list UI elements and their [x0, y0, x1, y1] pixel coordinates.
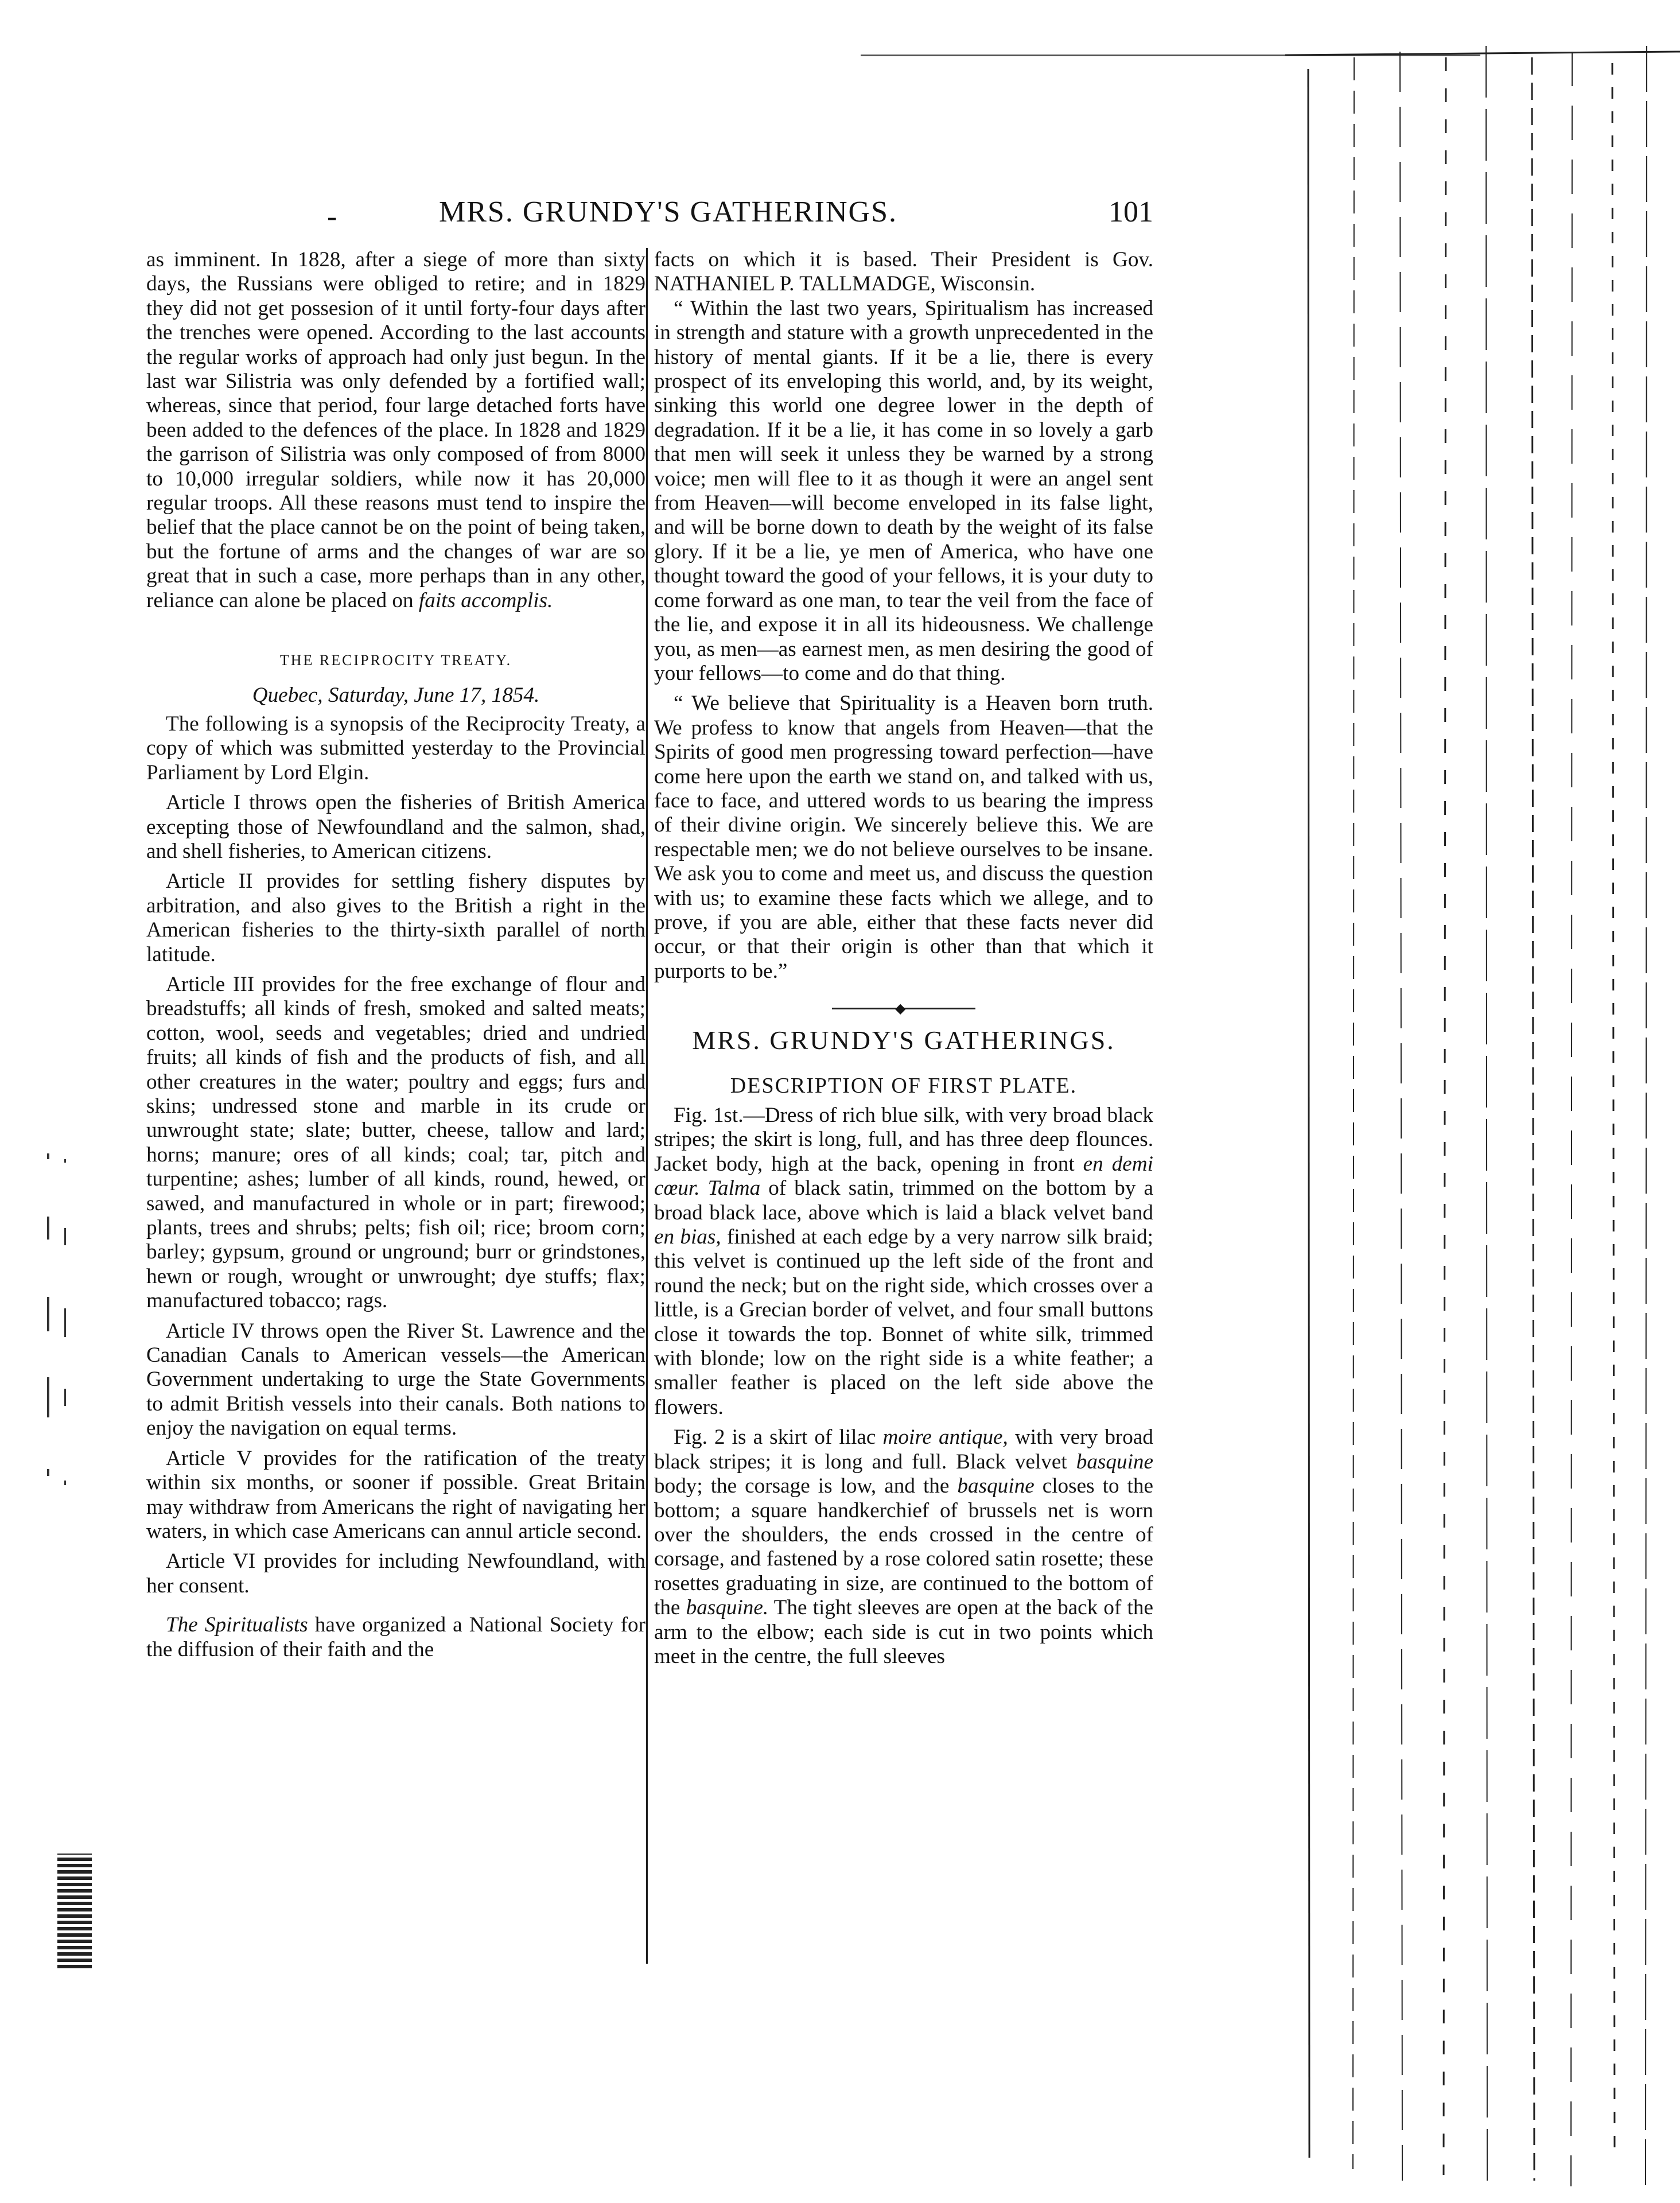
- section-ornament: [654, 1000, 1153, 1017]
- treaty-intro-paragraph: The following is a synopsis of the Reciprocity Treaty, a copy of which was submitted yesterday to the Provincial Parliament by Lord Elgin.: [146, 712, 645, 784]
- article-2-paragraph: Article II provides for settling fishery disputes by arbitration, and also gives to the British a right in the American fisheries to the thirty-sixth parallel of north latitude.: [146, 869, 645, 966]
- quotation-block: [654, 297, 1153, 984]
- paragraph-text: have organized a National Society for the diffusion of their faith and the: [146, 1613, 645, 1661]
- dateline: [146, 683, 645, 708]
- quote-paragraph-2: “ We believe that Spirituality is a Heaven born truth. We profess to know that angels from Heaven—that the Spirits of good men progressing toward perfection—have come here upon the earth we stand on, and talked with us, face to face, and uttered words to us bearing the impress of their divine origin. We sincerely believe this. We are respectable men; we do not believe ourselves to be insane. We ask you to come and meet us, and discuss the question with us; to examine these facts which we allege, and to prove, if you are able, either that these facts never did occur, or that their origin is other than that which it purports to be.”: [654, 691, 1153, 983]
- text-run: body; the corsage is low, and the: [654, 1474, 958, 1498]
- italic-phrase: basquine: [957, 1474, 1035, 1498]
- italic-phrase: basquine: [1076, 1450, 1153, 1474]
- dateline-text: Quebec, Saturday, June: [252, 683, 454, 707]
- italic-phrase: en demi cœur.: [654, 1152, 1153, 1200]
- fig-2-paragraph: [654, 1425, 1153, 1669]
- running-title: MRS. GRUNDY'S GATHERINGS.: [439, 196, 898, 228]
- right-column: [654, 248, 1153, 1987]
- plate-heading: DESCRIPTION OF FIRST PLATE.: [730, 1073, 1078, 1098]
- italic-phrase: faits accomplis.: [418, 588, 553, 612]
- italic-phrase: Talma: [707, 1176, 761, 1200]
- text-run: of black satin, trimmed on the bottom by a broad black lace, above which is laid a black velvet band: [654, 1176, 1153, 1225]
- section-heading: MRS. GRUNDY'S GATHERINGS.: [692, 1025, 1115, 1055]
- dateline-year: 17, 1854.: [454, 683, 540, 707]
- italic-phrase: The Spiritualists: [166, 1613, 308, 1637]
- diamond-icon: ◆: [895, 1001, 906, 1017]
- scan-bleed-block: [57, 1854, 92, 1968]
- article-6-paragraph: Article VI provides for including Newfoundland, with her consent.: [146, 1549, 645, 1598]
- scan-edge-texture: [1285, 34, 1680, 2203]
- spiritualists-paragraph: [146, 1613, 645, 1662]
- treaty-heading: THE RECIPROCITY TREATY.: [279, 652, 512, 669]
- text-run: Fig. 1st.—Dress of rich blue silk, with very broad black stripes; the skirt is long, full, and has three deep flounces. Jacket body, high at the back, opening in front: [654, 1104, 1153, 1176]
- italic-phrase: en bias,: [654, 1225, 721, 1249]
- article-5-paragraph: Article V provides for the ratification of the treaty within six months, or sooner if possible. Great Britain may withdraw from Americans the right of navigating her waters, in which case Americans can annul article second.: [146, 1446, 645, 1543]
- continued-paragraph: [146, 248, 645, 613]
- text-run: Fig. 2 is a skirt of lilac: [674, 1425, 883, 1450]
- text-run: closes to the bottom; a square handkerchief of brussels net is worn over the shoulders, the ends crossed in the centre of corsage, and fastened by a rose colored satin rosette; these rosettes graduating in size, are continued to the bottom of the: [654, 1474, 1153, 1620]
- scan-margin-marks: [41, 1148, 93, 1664]
- text-run: finished at each edge by a very narrow silk braid; this velvet is continued up the left side of the front and round the neck; but on the right side, which crosses over a little, is a Grecian border of velvet, and four small buttons close it towards the top. Bonnet of white silk, trimmed with blonde; low on the right side is a white feather; a smaller feather is placed on the left side above the flowers.: [654, 1225, 1153, 1419]
- continued-paragraph: facts on which it is based. Their President is Gov. NATHANIEL P. TALLMADGE, Wisconsin.: [654, 248, 1153, 296]
- text-run: with very broad black stripes; it is long and full. Black velvet: [654, 1425, 1153, 1474]
- column-rule: [646, 248, 648, 1964]
- italic-phrase: basquine.: [686, 1596, 769, 1620]
- article-3-paragraph: Article III provides for the free exchange of flour and breadstuffs; all kinds of fresh, smoked and salted meats; cotton, wool, seeds and vegetables; dried and undried fruits; all kinds of fish and the products of fish, and all other creatures in the water; poultry and eggs; furs and skins; undressed stone and marble in its crude or unwrought state; slate; butter, cheese, tallow and lard; horns; manure; ores of all kinds; coal; tar, pitch and turpentine; ashes; lumber of all kinds, round, hewed, or sawed, and manufactured in whole or in part; firewood; plants, trees and shrubs; pelts; fish oil; rice; broom corn; barley; gypsum, ground or unground; burr or grindstones, hewn or rough, wrought or unwrought; dye stuffs; flax; manufactured tobacco; rags.: [146, 972, 645, 1313]
- article-4-paragraph: Article IV throws open the River St. Lawrence and the Canadian Canals to American vessels—the American Government undertaking to urge the State Governments to admit British vessels into their canals. Both nations to enjoy the navigation on equal terms.: [146, 1319, 645, 1440]
- quote-paragraph-1: “ Within the last two years, Spiritualism has increased in strength and stature with a growth unprecedented in the history of mental giants. If it be a lie, there is every prospect of its enveloping this world, and, by its weight, sinking this world one degree lower in the depth of degradation. If it be a lie, it has come in so lovely a garb that men will seek it unless they be warned by a strong voice; men will flee to it as though it were an angel sent from Heaven—will become enveloped in its false light, and will be borne down to death by the weight of its false glory. If it be a lie, ye men of America, who have one thought toward the good of your fellows, it is your duty to come forward as one man, to tear the veil from the face of the lie, and expose it in all its hideousness. We challenge you, as men—as earnest men, as men desiring the good of your fellows—to come and do that thing.: [654, 296, 1153, 685]
- page-number: 101: [1109, 196, 1153, 228]
- text-run: The tight sleeves are open at the back of the arm to the elbow; each side is cut in two points which meet in the centre, the full sleeves: [654, 1596, 1153, 1668]
- text-run: [700, 1176, 708, 1200]
- italic-phrase: moire antique,: [882, 1425, 1008, 1450]
- running-header: [143, 195, 1170, 235]
- left-column: [146, 248, 645, 1987]
- article-1-paragraph: Article I throws open the fisheries of British America excepting those of Newfoundland and the salmon, shad, and shell fisheries, to American citizens.: [146, 791, 645, 863]
- header-dash: -: [327, 200, 337, 233]
- paragraph-text: as imminent. In 1828, after a siege of more than sixty days, the Russians were obliged to retire; and in 1829 they did not get possesion of it until forty-four days after the trenches were opened. According to the last accounts the regular works of approach had only just begun. In the last war Silistria was only defended by a fortified wall; whereas, since that period, four large detached forts have been added to the defences of the place. In 1828 and 1829 the garrison of Silistria was only composed of from 8000 to 10,000 irregular soldiers, while now it has 20,000 regular troops. All these reasons must tend to inspire the belief that the place cannot be on the point of being taken, but the fortune of arms and the changes of war are so great that in such a case, more perhaps than in any other, reliance can alone be placed on: [146, 248, 645, 612]
- fig-1-paragraph: [654, 1104, 1153, 1420]
